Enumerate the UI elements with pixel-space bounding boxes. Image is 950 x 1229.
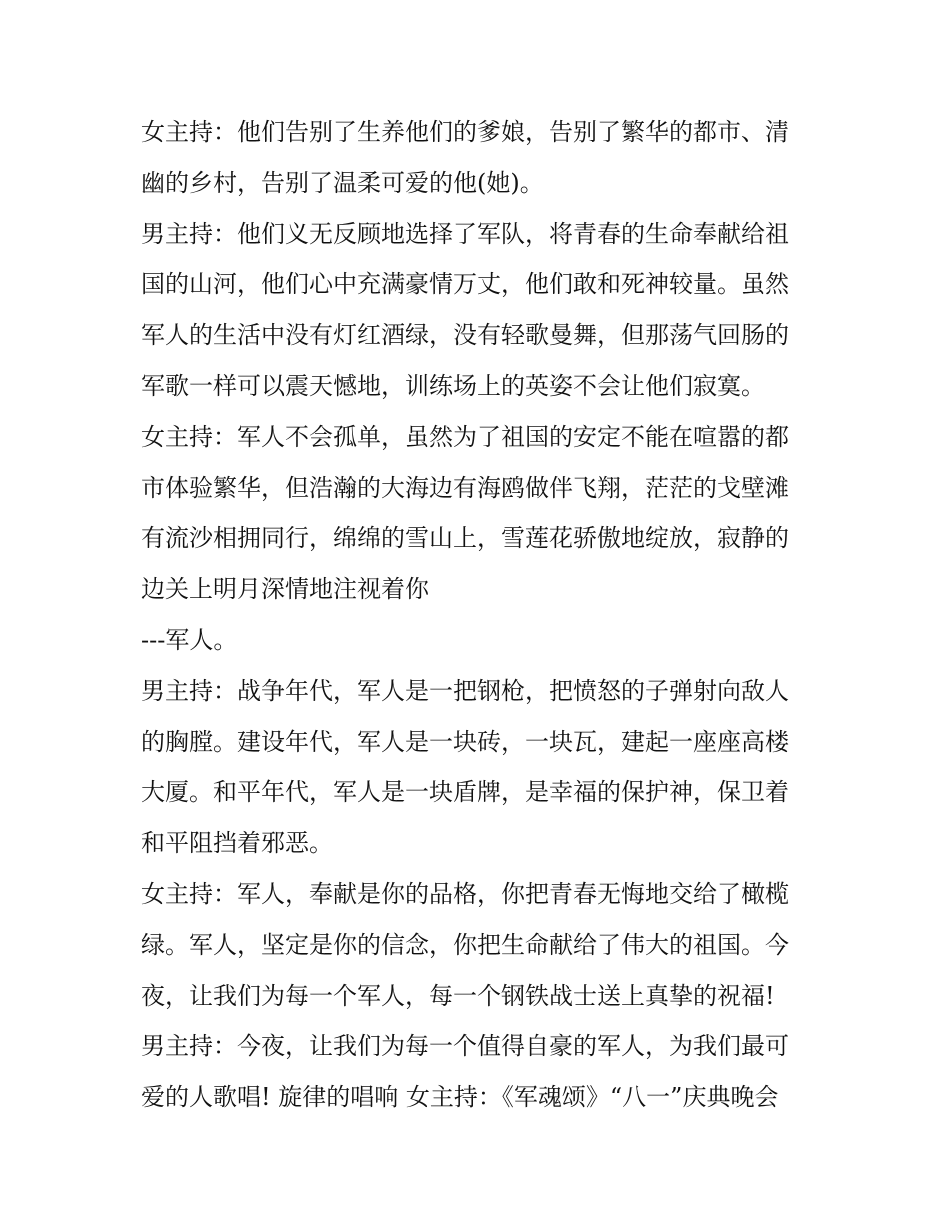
text-line: 大厦。和平年代，军人是一块盾牌，是幸福的保护神，保卫着 bbox=[141, 778, 789, 807]
text-line: 爱的人歌唱! 旋律的唱响 女主持：《军魂颂》“八一”庆典晚会 bbox=[141, 1083, 779, 1112]
text-line: 绿。军人，坚定是你的信念，你把生命献给了伟大的祖国。今 bbox=[141, 930, 789, 959]
text-line: 的胸膛。建设年代，军人是一块砖，一块瓦，建起一座座高楼 bbox=[141, 727, 789, 756]
text-line: 女主持：军人，奉献是你的品格，你把青春无悔地交给了橄榄 bbox=[141, 879, 789, 908]
text-line: 边关上明月深情地注视着你 bbox=[141, 575, 429, 604]
document-body bbox=[141, 107, 821, 1123]
text-line: 军人的生活中没有灯红酒绿，没有轻歌曼舞，但那荡气回肠的 bbox=[141, 321, 789, 350]
text-line: 女主持：他们告别了生养他们的爹娘，告别了繁华的都市、清 bbox=[141, 118, 789, 146]
text-line: 市体验繁华，但浩瀚的大海边有海鸥做伴飞翔，茫茫的戈壁滩 bbox=[141, 473, 789, 502]
text-line: 国的山河，他们心中充满豪情万丈，他们敢和死神较量。虽然 bbox=[141, 270, 789, 299]
text-line: 幽的乡村，告别了温柔可爱的他(她)。 bbox=[141, 168, 544, 197]
text-line: 女主持：军人不会孤单，虽然为了祖国的安定不能在喧嚣的都 bbox=[141, 422, 789, 451]
text-line: 有流沙相拥同行，绵绵的雪山上，雪莲花骄傲地绽放，寂静的 bbox=[141, 524, 789, 553]
text-line: 和平阻挡着邪恶。 bbox=[141, 829, 333, 858]
text-line: 男主持：他们义无反顾地选择了军队，将青春的生命奉献给祖 bbox=[141, 219, 789, 248]
text-line: 男主持：战争年代，军人是一把钢枪，把愤怒的子弹射向敌人 bbox=[141, 676, 789, 705]
text-line: 男主持：今夜，让我们为每一个值得自豪的军人，为我们最可 bbox=[141, 1032, 789, 1061]
text-line: 夜，让我们为每一个军人，每一个钢铁战士送上真挚的祝福! bbox=[141, 981, 775, 1010]
text-line: 军歌一样可以震天憾地，训练场上的英姿不会让他们寂寞。 bbox=[141, 371, 765, 400]
text-line: ---军人。 bbox=[141, 625, 238, 654]
